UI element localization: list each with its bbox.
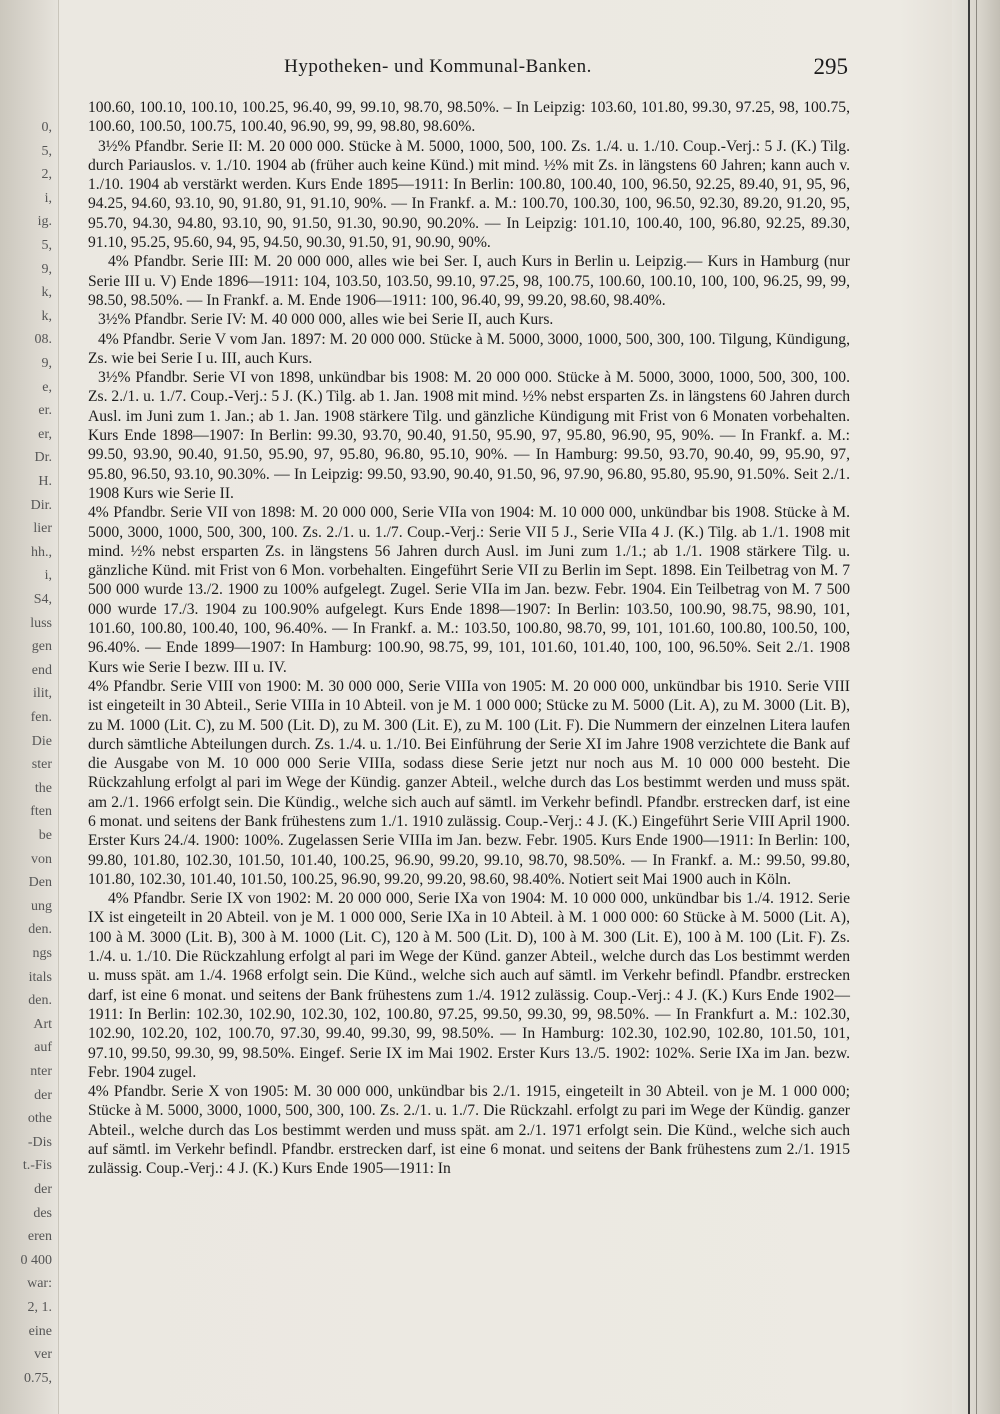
- margin-fragment: der: [34, 1182, 52, 1197]
- margin-fragment: the: [34, 780, 52, 796]
- margin-fragment: ig.: [37, 214, 52, 230]
- margin-fragment: luss: [30, 615, 52, 631]
- margin-fragment: er,: [38, 426, 52, 442]
- margin-fragment: 5,: [41, 238, 52, 253]
- page-header: [88, 56, 848, 86]
- margin-fragment: den.: [28, 993, 52, 1009]
- paragraph-continuation: 100.60, 100.10, 100.10, 100.25, 96.40, 99, 99.10, 98.70, 98.50%. – In Leipzig: 103.60, 101.80, 99.30, 97.25, 98, 100.75, 100.60, 100.50, 100.75, 100.40, 96.90, 99, 99, 98.80, 98.60%.: [88, 99, 850, 136]
- margin-fragment: fen.: [30, 710, 52, 725]
- margin-fragment: S4,: [33, 592, 52, 607]
- margin-fragment: H.: [38, 474, 52, 489]
- paragraph-serie-ii: 3½% Pfandbr. Serie II: M. 20 000 000. Stücke à M. 5000, 1000, 500, 100. Zs. 1./4. u. 1./10. Coup.-Verj.: 5 J. (K.) Tilg. durch Pariauslos. v. 1./10. 1904 ab (früher auch keine Künd.) mit mind. ½% mit Zs. in längstens 60 Jahren; kann auch v. 1./10. 1904 ab verstärkt werden. Kurs Ende 1895—1911: In Berlin: 100.80, 100.40, 100, 96.50, 92.25, 89.40, 91, 95, 96, 94.25, 94.60, 93.10, 90, 91.80, 91, 91.10, 90%. — In Frankf. a. M.: 100.70, 100.30, 100, 96.50, 92.30, 89.20, 91.20, 95, 95.70, 94.30, 94.80, 93.10, 90, 91.50, 91.30, 90.90, 90.20%. — In Leipzig: 101.10, 100.40, 100, 96.80, 92.25, 89.30, 91.10, 95.25, 95.60, 94, 95, 94.50, 90.30, 91.50, 91, 90.90, 90%.: [88, 137, 850, 252]
- left-margin-bleed: [0, 0, 59, 1414]
- margin-fragment: ngs: [32, 946, 52, 961]
- margin-fragment: ver: [34, 1347, 52, 1363]
- margin-fragment: k,: [41, 308, 52, 324]
- margin-fragment: eine: [28, 1323, 52, 1339]
- margin-fragment: den.: [28, 922, 52, 938]
- margin-fragment: -Dis: [27, 1134, 52, 1150]
- margin-fragment: der: [34, 1087, 52, 1103]
- margin-fragment: i,: [44, 190, 52, 206]
- margin-fragment: war:: [27, 1276, 52, 1292]
- margin-fragment: itals: [28, 969, 52, 985]
- paragraph-serie-vii: 4% Pfandbr. Serie VII von 1898: M. 20 000 000, Serie VIIa von 1904: M. 10 000 000, unkündbar bis 1908. Stücke à M. 5000, 3000, 1000, 500, 300, 100. Zs. 2./1. u. 1./7. Coup.-Verj.: Serie VII 5 J., Serie VIIa 4 J. (K.) Tilg. ab 1./1. 1908 mit mind. ½% nebst ersparten Zs. in längstens 56 Jahren durch Ausl. im Juni zum 1./1.; ab 1./1. 1908 stärkere Tilg. u. gänzliche Künd. mit Frist von 6 Mon. vorbehalten. Eingeführt Serie VII zu Berlin im Sept. 1898. Ein Teilbetrag von M. 7 500 000 wurde 13./2. 1900 zu 100% aufgelegt. Zugel. Serie VIIa im Jan. bezw. Febr. 1904. Ein Teilbetrag von M. 7 500 000 wurde 17./3. 1904 zu 100.90% aufgelegt. Kurs Ende 1898—1907: In Berlin: 103.50, 100.90, 98.75, 98.90, 101, 101.60, 100.80, 100.40, 100, 96.40%. — In Frankf. a. M.: 103.50, 100.80, 98.70, 99, 101, 101.60, 100.80, 100.50, 100, 96.40%. — Ende 1899—1907: In Hamburg: 100.90, 98.75, 99, 101, 101.60, 101.40, 100, 100, 96.50%. Seit 2./1. 1908 Kurs wie Serie I bezw. III u. IV.: [88, 504, 850, 676]
- margin-fragment: 9,: [41, 356, 52, 371]
- page-number: 295: [813, 54, 848, 79]
- edge-line: [976, 0, 977, 1414]
- paragraph-serie-iv: 3½% Pfandbr. Serie IV: M. 40 000 000, alles wie bei Serie II, auch Kurs.: [98, 311, 554, 329]
- margin-fragment: lier: [33, 521, 52, 537]
- edge-line: [968, 0, 970, 1414]
- paragraph-serie-x: 4% Pfandbr. Serie X von 1905: M. 30 000 000, unkündbar bis 2./1. 1915, eingeteilt in 30 Abteil. von je M. 1 000 000; Stücke à M. 5000, 3000, 1000, 500, 300, 100. Zs. 2./1. u. 1./7. Die Rückzahl. erfolgt zu pari im Wege der Kündig. ganzer Abteil., welche durch das Los bestimmt werden und muss spät. am 2./1. 1971 erfolgt sein. Die Künd., welche sich auch auf sämtl. im Verkehr befindl. Pfandbr. erstrecken darf, ist eine 6 monat. und seitens der Bank frühestens zum 2./1. 1915 zulässig. Coup.-Verj.: 4 J. (K.) Kurs Ende 1905—1911: In: [88, 1083, 850, 1178]
- margin-fragment: gen: [31, 639, 52, 655]
- margin-fragment: eren: [27, 1229, 52, 1245]
- margin-fragment: t.-Fis: [22, 1158, 52, 1174]
- running-title: Hypotheken- und Kommunal-Banken.: [284, 56, 592, 77]
- margin-fragment: Art: [33, 1016, 52, 1032]
- margin-fragment: e,: [42, 379, 52, 395]
- margin-fragment: des: [33, 1205, 52, 1221]
- margin-fragment: i,: [44, 568, 52, 584]
- page-body: [88, 98, 850, 1179]
- margin-fragment: 2,: [41, 167, 52, 183]
- margin-fragment: auf: [34, 1040, 52, 1056]
- margin-fragment: nter: [30, 1064, 52, 1079]
- margin-fragment: 0 400: [20, 1252, 52, 1268]
- margin-fragment: end: [31, 662, 52, 678]
- margin-fragment: 0,: [41, 120, 52, 135]
- margin-fragment: ster: [31, 757, 52, 773]
- margin-fragment: Die: [31, 733, 52, 749]
- paragraph-serie-iii: 4% Pfandbr. Serie III: M. 20 000 000, alles wie bei Ser. I, auch Kurs in Berlin u. Leipzig.— Kurs in Hamburg (nur Serie III u. V) Ende 1896—1911: 104, 103.50, 103.50, 99.10, 97.25, 98, 100.75, 100.60, 100.10, 100, 100, 96.25, 99, 99, 98.50, 98.50%. — In Frankf. a. M. Ende 1906—1911: 100, 96.40, 99, 99.20, 98.60, 98.40%.: [88, 253, 850, 309]
- margin-fragment: 5,: [41, 143, 52, 159]
- margin-fragment: k,: [41, 285, 52, 301]
- margin-fragment: 0.75,: [24, 1370, 52, 1386]
- margin-fragment: 9,: [41, 261, 52, 277]
- margin-fragment: von: [31, 851, 52, 867]
- paragraph-serie-ix: 4% Pfandbr. Serie IX von 1902: M. 20 000 000, Serie IXa von 1904: M. 10 000 000, unkündbar bis 1./4. 1912. Serie IX ist eingeteilt in 20 Abteil. von je M. 1 000 000, Serie IXa in 10 Abteil. à M. 1 000 000: 60 Stücke à M. 5000 (Lit. A), 100 à M. 3000 (Lit. B), 300 à M. 1000 (Lit. C), 120 à M. 500 (Lit. D), 100 à M. 300 (Lit. E), 100 à M. 100 (Lit. F). Zs. 1./4. u. 1./10. Die Rückzahlung erfolgt al pari im Wege der Künd. ganzer Abteil., welche durch das Los bestimmt werden u. muss spät. am 1./4. 1968 erfolgt sein. Die Künd., welche sich auch auf sämtl. im Verkehr befindl. Pfandbr. erstrecken darf, ist eine 6 monat. und seitens der Bank frühestens zum 1./4. 1912 zulässig. Coup.-Verj.: 4 J. (K.) Kurs Ende 1902—1911: In Berlin: 102.30, 102.90, 102.30, 102, 100.80, 97.25, 99.50, 99.30, 99, 98.50%. — In Frankfurt a. M.: 102.30, 102.90, 102.20, 102, 100.70, 97.30, 99.40, 99.30, 99, 98.50%. — In Hamburg: 102.30, 102.90, 102.80, 101.50, 101, 97.10, 99.50, 99.30, 99, 98.50%. Eingef. Serie IX im Mai 1902. Erster Kurs 13./5. 1902: 102%. Serie IXa im Jan. bezw. Febr. 1904 zugel.: [88, 890, 850, 1081]
- paragraph-serie-viii: 4% Pfandbr. Serie VIII von 1900: M. 30 000 000, Serie VIIIa von 1905: M. 20 000 000, unkündbar bis 1910. Serie VIII ist eingeteilt in 30 Abteil., Serie VIIIa in 10 Abteil. von je M. 1 000 000; Stücke zu M. 5000 (Lit. A), zu M. 3000 (Lit. B), zu M. 1000 (Lit. C), zu M. 500 (Lit. D), zu M. 300 (Lit. E), zu M. 100 (Lit. F). Die Nummern der einzelnen Litera laufen durch sämtliche Abteilungen durch. Zs. 1./4. u. 1./10. Bei Einführung der Serie XI im Jahre 1908 verzichtete die Bank auf die Ausgabe von M. 10 000 000 Serie VIIIa, sodass diese Serie jetzt nur noch aus M. 10 000 000 besteht. Die Rückzahlung erfolgt al pari im Wege der Kündig. ganzer Abteil., welche durch das Los bestimmt werden und muss spät. am 2./1. 1966 erfolgt sein. Die Kündig., welche sich auch auf sämtl. im Verkehr befindl. Pfandbr. erstrecken darf, ist eine 6 monat. und seitens der Bank frühestens zum 1./1. 1910 zulässig. Coup.-Verj.: 4 J. (K.) Eingeführt Serie VIII April 1900. Erster Kurs 24./4. 1900: 100%. Zugelassen Serie VIIIa im Jan. bezw. Febr. 1905. Kurs Ende 1900—1911: In Berlin: 100, 99.80, 101.80, 102.30, 101.50, 101.40, 100.25, 96.90, 99.20, 99.10, 98.70, 98.50%. — In Frankf. a. M.: 99.50, 99.80, 101.80, 102.30, 101.40, 101.50, 100.25, 96.90, 99.20, 99.20, 98.60, 98.40%. Notiert seit Mai 1900 auch in Köln.: [88, 677, 850, 888]
- margin-fragment: er.: [38, 403, 52, 419]
- margin-fragment: 08.: [34, 332, 52, 348]
- margin-fragment: ung: [31, 898, 52, 914]
- right-page-edge: [952, 0, 1000, 1414]
- paragraph-serie-vi: 3½% Pfandbr. Serie VI von 1898, unkündbar bis 1908: M. 20 000 000. Stücke à M. 5000, 3000, 1000, 500, 300, 100. Zs. 2./1. u. 1./7. Coup.-Verj.: 5 J. (K.) Tilg. ab 1. Jan. 1908 mit mind. ½% nebst ersparten Zs. in längstens 60 Jahren durch Ausl. im Juni zum 1. Jan.; ab 1. Jan. 1908 stärkere Tilg. und gänzliche Kündigung mit Frist von 6 Monaten vorbehalten. Kurs Ende 1898—1907: In Berlin: 99.30, 93.70, 90.40, 91.50, 95.90, 97, 95.80, 96.90, 95, 90%. — In Frankf. a. M.: 99.50, 93.90, 90.40, 91.50, 95.90, 97, 95.80, 96.80, 95.10, 90%. — In Hamburg: 99.50, 93.70, 90.40, 99, 95.90, 97, 95.80, 96.50, 93.10, 90.30%. — In Leipzig: 99.50, 93.90, 90.40, 91.50, 96, 97.90, 96.80, 95.80, 95.90, 91.50%. Seit 2./1. 1908 Kurs wie Serie II.: [88, 369, 850, 502]
- margin-fragment: 2, 1.: [27, 1300, 52, 1315]
- margin-fragment: Dir.: [30, 497, 52, 513]
- margin-fragment: ften: [30, 804, 52, 820]
- margin-fragment: Den: [28, 875, 52, 891]
- margin-fragment: othe: [27, 1111, 52, 1127]
- paragraph-serie-v: 4% Pfandbr. Serie V vom Jan. 1897: M. 20 000 000. Stücke à M. 5000, 3000, 1000, 500, 300, 100. Tilgung, Kündigung, Zs. wie bei Serie I u. III, auch Kurs.: [88, 330, 850, 367]
- margin-fragment: Dr.: [34, 450, 52, 466]
- margin-fragment: be: [38, 828, 52, 843]
- margin-fragment: hh.,: [31, 544, 52, 560]
- margin-fragment: ilit,: [32, 686, 52, 702]
